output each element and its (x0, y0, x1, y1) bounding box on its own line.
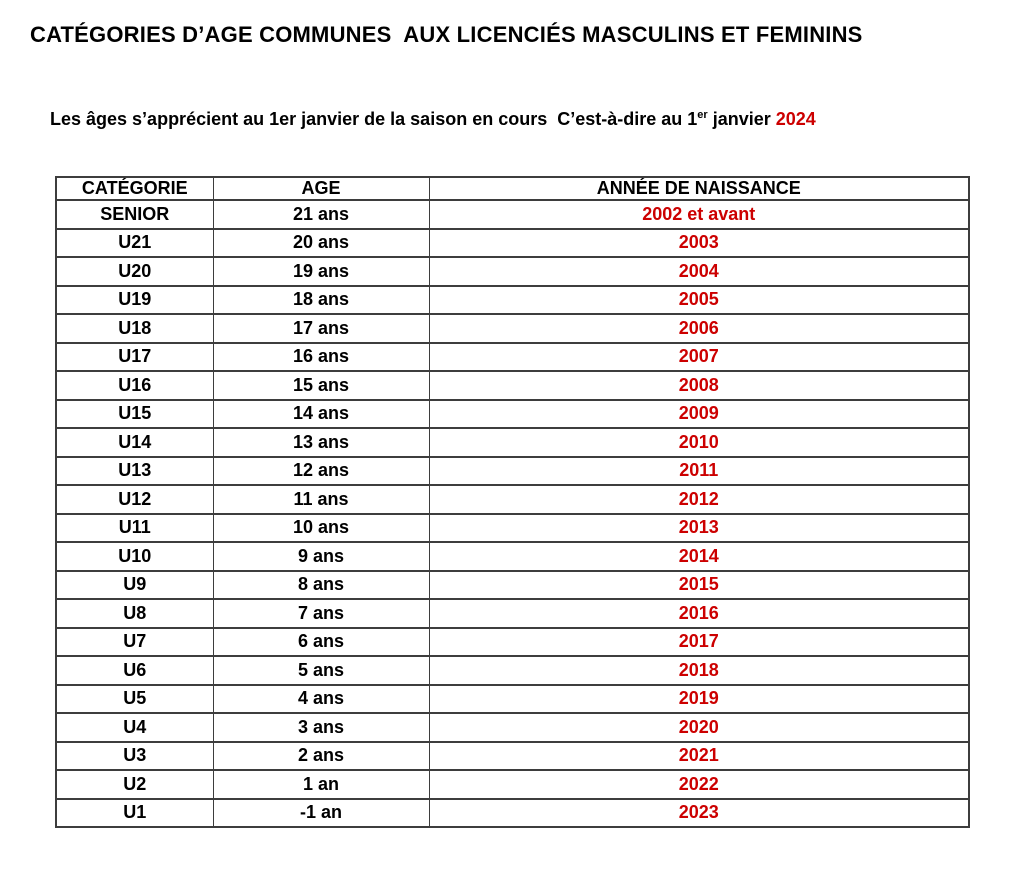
table-row (56, 229, 969, 258)
cell-age: 4 ans (213, 685, 429, 714)
cell-age: 12 ans (213, 457, 429, 486)
cell-age: 21 ans (213, 200, 429, 229)
table-row (56, 371, 969, 400)
cell-birth-year: 2006 (429, 314, 969, 343)
cell-birth-year: 2017 (429, 628, 969, 657)
column-header-categorie: CATÉGORIE (56, 177, 213, 200)
cell-birth-year: 2009 (429, 400, 969, 429)
cell-age: 6 ans (213, 628, 429, 657)
cell-category: SENIOR (56, 200, 213, 229)
cell-age: 10 ans (213, 514, 429, 543)
cell-age: 5 ans (213, 656, 429, 685)
cell-birth-year: 2013 (429, 514, 969, 543)
subtitle-text-before: Les âges s’apprécient au 1er janvier de la saison en cours C’est-à-dire au 1 (50, 109, 698, 129)
cell-age: 20 ans (213, 229, 429, 258)
table-row (56, 257, 969, 286)
cell-category: U7 (56, 628, 213, 657)
table-row (56, 742, 969, 771)
cell-age: 16 ans (213, 343, 429, 372)
subtitle-superscript: er (697, 109, 708, 121)
cell-birth-year: 2020 (429, 713, 969, 742)
cell-category: U4 (56, 713, 213, 742)
cell-category: U1 (56, 799, 213, 828)
cell-category: U6 (56, 656, 213, 685)
cell-age: 2 ans (213, 742, 429, 771)
table-row (56, 799, 969, 828)
subtitle-text-after: janvier (707, 109, 776, 129)
table-row (56, 457, 969, 486)
cell-birth-year: 2015 (429, 571, 969, 600)
cell-age: 13 ans (213, 428, 429, 457)
column-header-age: AGE (213, 177, 429, 200)
table-row (56, 514, 969, 543)
column-header-annee-de-naissance: ANNÉE DE NAISSANCE (429, 177, 969, 200)
cell-birth-year: 2011 (429, 457, 969, 486)
cell-birth-year: 2022 (429, 770, 969, 799)
table-row (56, 628, 969, 657)
table-row (56, 485, 969, 514)
cell-category: U18 (56, 314, 213, 343)
table-row (56, 599, 969, 628)
cell-category: U17 (56, 343, 213, 372)
cell-age: 7 ans (213, 599, 429, 628)
cell-age: 8 ans (213, 571, 429, 600)
table-row (56, 542, 969, 571)
table-row (56, 400, 969, 429)
table-row (56, 343, 969, 372)
cell-category: U11 (56, 514, 213, 543)
cell-age: 18 ans (213, 286, 429, 315)
cell-birth-year: 2007 (429, 343, 969, 372)
table-row (56, 428, 969, 457)
cell-category: U21 (56, 229, 213, 258)
cell-birth-year: 2010 (429, 428, 969, 457)
cell-birth-year: 2004 (429, 257, 969, 286)
cell-age: 9 ans (213, 542, 429, 571)
subtitle (50, 109, 816, 130)
cell-birth-year: 2003 (429, 229, 969, 258)
cell-birth-year: 2008 (429, 371, 969, 400)
table-row (56, 656, 969, 685)
cell-category: U20 (56, 257, 213, 286)
cell-birth-year: 2018 (429, 656, 969, 685)
cell-age: 11 ans (213, 485, 429, 514)
cell-category: U8 (56, 599, 213, 628)
cell-age: 14 ans (213, 400, 429, 429)
table-row (56, 685, 969, 714)
table-row (56, 713, 969, 742)
cell-category: U12 (56, 485, 213, 514)
table-row (56, 314, 969, 343)
table-row (56, 286, 969, 315)
cell-age: -1 an (213, 799, 429, 828)
cell-category: U10 (56, 542, 213, 571)
table-row (56, 770, 969, 799)
subtitle-year: 2024 (775, 109, 816, 129)
cell-category: U3 (56, 742, 213, 771)
cell-birth-year: 2023 (429, 799, 969, 828)
header-row (56, 177, 969, 200)
table-row (56, 571, 969, 600)
cell-category: U13 (56, 457, 213, 486)
table-body (56, 200, 969, 827)
age-categories-table (55, 176, 970, 828)
cell-category: U5 (56, 685, 213, 714)
cell-category: U2 (56, 770, 213, 799)
cell-age: 1 an (213, 770, 429, 799)
cell-category: U14 (56, 428, 213, 457)
cell-age: 17 ans (213, 314, 429, 343)
cell-category: U16 (56, 371, 213, 400)
cell-category: U19 (56, 286, 213, 315)
cell-birth-year: 2014 (429, 542, 969, 571)
cell-birth-year: 2002 et avant (429, 200, 969, 229)
cell-age: 15 ans (213, 371, 429, 400)
cell-birth-year: 2012 (429, 485, 969, 514)
page-title: CATÉGORIES D’AGE COMMUNES AUX LICENCIÉS MASCULINS ET FEMININS (30, 22, 863, 47)
cell-birth-year: 2005 (429, 286, 969, 315)
table-row (56, 200, 969, 229)
cell-birth-year: 2016 (429, 599, 969, 628)
cell-birth-year: 2021 (429, 742, 969, 771)
cell-category: U9 (56, 571, 213, 600)
cell-age: 19 ans (213, 257, 429, 286)
cell-age: 3 ans (213, 713, 429, 742)
cell-birth-year: 2019 (429, 685, 969, 714)
cell-category: U15 (56, 400, 213, 429)
